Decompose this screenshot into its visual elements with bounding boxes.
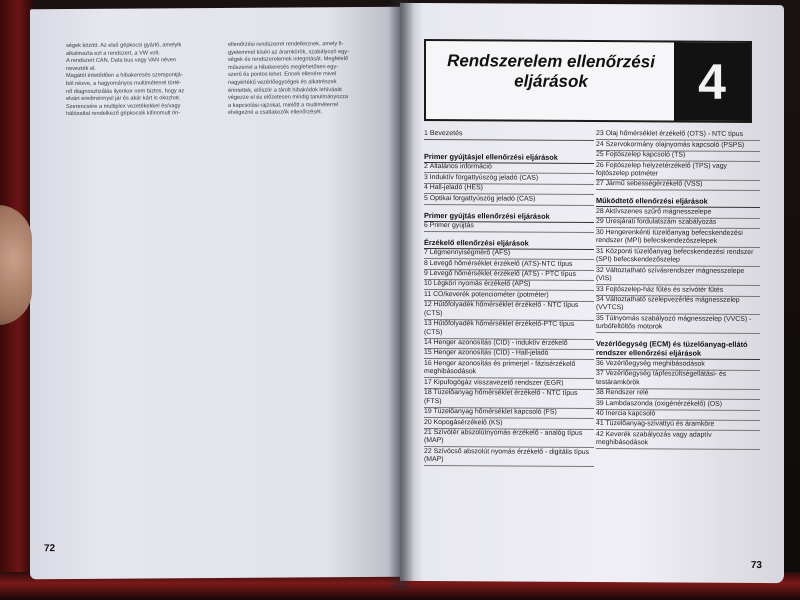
body-text-line: ellenőrzési rendszerrel rendelkeznek, amely fi- (228, 41, 344, 48)
toc-entry: 29 Üresjárati fordulatszám szabályozás (596, 218, 760, 229)
toc-entry: 19 Tüzelőanyag hőmérséklet kapcsoló (FS) (424, 408, 594, 419)
toc-entry: 3 Induktív forgattyúszög jeladó (CAS) (424, 173, 594, 184)
body-text-line: szerű és pontos lehet. Ennek ellenére mivel (228, 71, 337, 79)
body-text-line: érintettek, először a tárolt hibakódok lehívását (228, 86, 342, 94)
body-text-line: nagyértékű vezérlőegységek és alkatrészek (228, 79, 337, 86)
body-text-line: alkalmazta ezt a rendszert, a VW volt. (66, 49, 160, 57)
body-text-line: gyelemmel kíséri az áramkörök, szabályozó egy- (228, 48, 349, 56)
toc-entry: 21 Szívótér abszolútnyomás érzékelő - analóg típus (MAP) (424, 428, 594, 448)
chapter-title-line-2: eljárások (514, 71, 588, 91)
toc-entry: 34 Változtatható szelepvezérlés mágnesszelep (VVTCS) (596, 296, 760, 316)
toc-entry: 17 Kipufogógáz visszavezető rendszer (EGR) (424, 378, 594, 389)
toc-entry: 9 Levegő hőmérséklet érzékelő (ATS) - PTC típus (424, 270, 594, 281)
toc-section-heading: Működtető ellenőrzési eljárások (596, 196, 760, 208)
toc-entry: 2 Általános információ (424, 163, 594, 174)
toc-entry: 15 Henger azonosítás (CID) - Hall-jeladó (424, 349, 594, 360)
toc-entry: 4 Hall-jeladó (HES) (424, 184, 594, 195)
toc-intro: 1 Bevezetés (424, 129, 594, 141)
toc-entry: 12 Hűtőfolyadék hőmérséklet érzékelő - NTC típus (CTS) (424, 301, 594, 321)
toc-section (424, 210, 594, 232)
left-page-column-1 (66, 42, 216, 119)
page-number-right: 73 (750, 559, 762, 572)
body-text-line: nő diagnosztizálás ilyenkor nem biztos, hogy az (66, 87, 185, 95)
toc-section-heading: Primer gyújtás ellenőrzési eljárások (424, 210, 594, 222)
toc-entry: 22 Szívócső abszolút nyomás érzékelő - digitális típus (MAP) (424, 447, 594, 467)
toc-entry: 25 Fojtószelep kapcsoló (TS) (596, 151, 760, 162)
toc-entry: 23 Olaj hőmérséklet érzékelő (OTS) - NTC típus (596, 130, 760, 141)
toc-entry: 24 Szervokormány olajnyomás kapcsoló (PSPS) (596, 140, 760, 151)
body-text-line: műszerrel a hibakeresés meglehetősen egy- (228, 63, 339, 71)
toc-entry: 14 Henger azonosítás (CID) - induktív érzékelő (424, 339, 594, 350)
right-page (400, 3, 784, 583)
body-text-line: ból nézve, a hagyományos multiméterrel törté- (66, 80, 182, 88)
toc-entry: 5 Optikai forgattyúszög jeladó (CAS) (424, 194, 594, 205)
body-text-line: a kapcsolási rajzokat, mielőtt a multiméterrel (228, 101, 339, 109)
toc-section (596, 196, 760, 334)
toc-entry: 28 Aktívszenes szűrő mágnesszelepe (596, 207, 760, 218)
toc-entry: 6 Primer gyújtás (424, 221, 594, 232)
toc-entry: 13 Hűtőfolyadék hőmérséklet érzékelő-PTC típus (CTS) (424, 320, 594, 340)
toc-entry: 41 Tüzelőanyag-szivattyú és áramköre (596, 420, 760, 431)
toc-entry: 33 Fojtószelep-ház fűtés és szívótér fűtés (596, 285, 760, 296)
toc-entry: 7 Légmennyiségmérő (AFS) (424, 249, 594, 260)
book-spine (388, 0, 414, 590)
page-number-left: 72 (44, 543, 56, 555)
toc-entry: 40 Inercia kapcsoló (596, 410, 760, 421)
toc-column-right (596, 130, 760, 456)
toc-section-heading: Érzékelő ellenőrzési eljárások (424, 238, 594, 250)
toc-entry: 27 Jármű sebességérzékelő (VSS) (596, 180, 760, 191)
toc-entry: 30 Hengerenkénti tüzelőanyag befecskendezési rendszer (MPI) befecskendezőszelepek (596, 228, 760, 248)
toc-entry: 16 Henger azonosítás és primerjel - fázisérzékelő meghibásodások (424, 359, 594, 379)
toc-entry: 38 Rendszer relé (596, 389, 760, 400)
chapter-number: 4 (674, 43, 750, 121)
toc-entry: 39 Lambdaszonda (oxigénérzékelő) (OS) (596, 399, 760, 410)
toc-section (424, 152, 594, 206)
toc-section-heading: Primer gyújtásjel ellenőrzési eljárások (424, 152, 594, 164)
toc-entry: 18 Tüzelőanyag hőmérséklet érzékelő - NTC típus (FTS) (424, 389, 594, 409)
body-text-line: Magától értetődően a hibakeresés szempontjá- (66, 72, 183, 80)
toc-entry: 32 Változtatható szívásrendszer mágnesszelepe (VIS) (596, 266, 760, 286)
body-text-line: A rendszert CAN, Data bus vagy VAN néven (66, 57, 176, 65)
toc-entry: 10 Légköri nyomás érzékelő (APS) (424, 280, 594, 291)
toc-entry: 35 Túlnyomás szabályozó mágnesszelep (VVCS) - turbófeltöltős motorok (596, 314, 760, 334)
toc-entry: 42 Keverék szabályozás vagy adaptív meghibásodások (596, 430, 760, 450)
toc-entry: 20 Kopogásérzékelő (KS) (424, 418, 594, 429)
body-text-line: hálózattal rendelkező gépkocsik kifinomult ön- (66, 110, 181, 118)
toc-entry: 26 Fojtószelep helyzetérzékelő (TPS) vagy fojtószelep potméter (596, 161, 760, 181)
toc-section (424, 238, 594, 468)
toc-entry: 11 CO/keverék potenciométer (potméter) (424, 290, 594, 301)
toc-section (596, 130, 760, 191)
toc-entry: 37 Vezérlőegység tápfeszültségellátási- és testáramkörök (596, 370, 760, 390)
chapter-title (426, 51, 676, 93)
toc-entry: 36 Vezérlőegység meghibásodások (596, 359, 760, 370)
toc-section (596, 339, 760, 450)
body-text-line: nevezték el. (66, 65, 96, 72)
thumb (0, 205, 32, 325)
toc-entry: 31 Központi tüzelőanyag befecskendezési rendszer (SPI) befecskendezőszelep (596, 247, 760, 267)
left-page (30, 7, 402, 580)
body-text-line: Szerencsére a multiplex vezetékekkel és/vagy (66, 102, 181, 110)
chapter-title-box (424, 39, 752, 123)
body-text-line: elvégezné a csatlakozók ellenőrzését. (228, 109, 323, 117)
toc-column-left (424, 129, 594, 473)
chapter-title-line-1: Rendszerelem ellenőrzési (447, 51, 655, 72)
body-text-line: végezze el és előzetesen mindig tanulmányozza (228, 94, 349, 102)
toc-section-heading: Vezérlőegység (ECM) és tüzelőanyag-ellátó rendszer ellenőrzési eljárások (596, 339, 760, 360)
toc-entry: 8 Levegő hőmérséklet érzékelő (ATS)-NTC típus (424, 259, 594, 270)
body-text-line: ségek között. Az első gépkocsi gyártó, amelyik (66, 42, 182, 50)
body-text-line: ségek és rendszerelemek integritását. Megfelelő (228, 56, 349, 64)
left-page-column-2 (228, 41, 388, 118)
body-text-line: elvárt eredménnyel jár és akár kárt is okozhat. (66, 95, 181, 103)
